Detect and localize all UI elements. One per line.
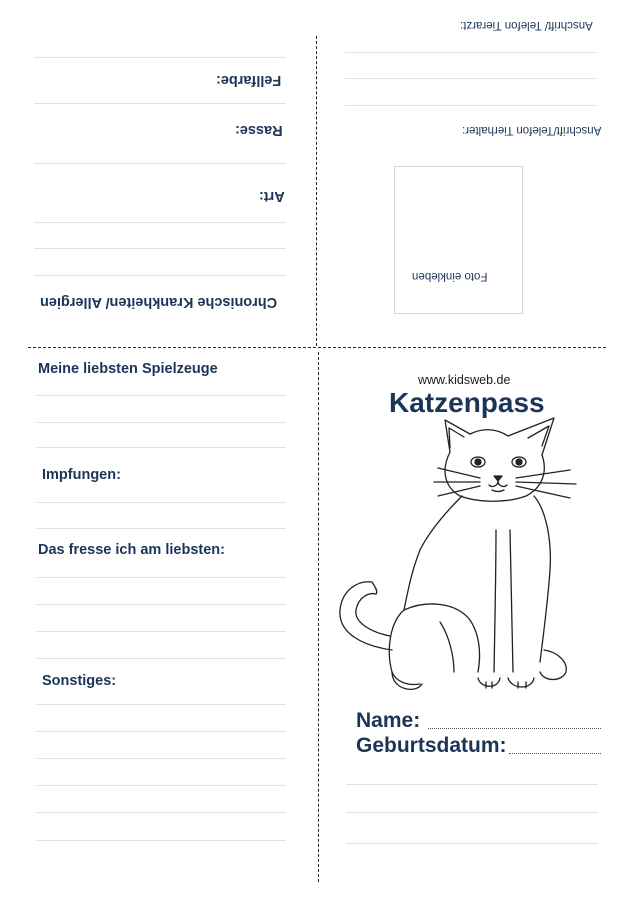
write-line — [36, 840, 286, 841]
horizontal-cut-line — [28, 347, 606, 348]
birthdate-dotted-line[interactable] — [509, 753, 601, 754]
owner-contact-label: Anschrift/Telefon Tierhalter: — [461, 124, 601, 136]
write-line — [36, 631, 286, 632]
vet-contact-label: Anschrift/ Telefon Tierarzt: — [460, 19, 593, 31]
misc-label: Sonstiges: — [42, 673, 117, 689]
breed-label: Rasse: — [235, 122, 283, 138]
name-dotted-line[interactable] — [428, 728, 601, 729]
write-line — [36, 528, 286, 529]
species-label: Art: — [259, 188, 285, 204]
write-line — [34, 222, 286, 223]
vertical-cut-line-top — [316, 36, 317, 346]
write-line — [36, 812, 286, 813]
write-line — [345, 52, 597, 53]
write-line — [36, 577, 286, 578]
write-line — [36, 704, 286, 705]
fur-color-label: Fellfarbe: — [216, 72, 282, 88]
write-line — [345, 105, 597, 106]
photo-box — [394, 166, 523, 314]
write-line — [34, 275, 286, 276]
write-line — [36, 395, 286, 396]
name-label: Name: — [356, 709, 421, 732]
write-line — [346, 812, 598, 813]
favorite-food-label: Das fresse ich am liebsten: — [38, 542, 225, 558]
write-line — [36, 758, 286, 759]
write-line — [346, 843, 598, 844]
write-line — [36, 604, 286, 605]
write-line — [36, 447, 286, 448]
write-line — [34, 163, 286, 164]
website-label: www.kidsweb.de — [418, 373, 511, 387]
write-line — [36, 658, 286, 659]
photo-label: Foto einkleben — [412, 270, 488, 282]
birthdate-label: Geburtsdatum: — [356, 734, 507, 757]
write-line — [346, 784, 598, 785]
write-line — [345, 78, 597, 79]
vaccinations-label: Impfungen: — [42, 467, 121, 483]
write-line — [36, 785, 286, 786]
vertical-cut-line-bottom — [318, 352, 319, 882]
write-line — [36, 731, 286, 732]
write-line — [34, 57, 286, 58]
toys-label: Meine liebsten Spielzeuge — [38, 361, 218, 377]
chronic-diseases-label: Chronische Krankheiten/ Allergien — [40, 294, 278, 310]
write-line — [34, 103, 286, 104]
cat-illustration — [330, 410, 590, 700]
write-line — [34, 248, 286, 249]
cover-title: Katzenpass — [389, 387, 545, 418]
write-line — [36, 502, 286, 503]
write-line — [36, 422, 286, 423]
